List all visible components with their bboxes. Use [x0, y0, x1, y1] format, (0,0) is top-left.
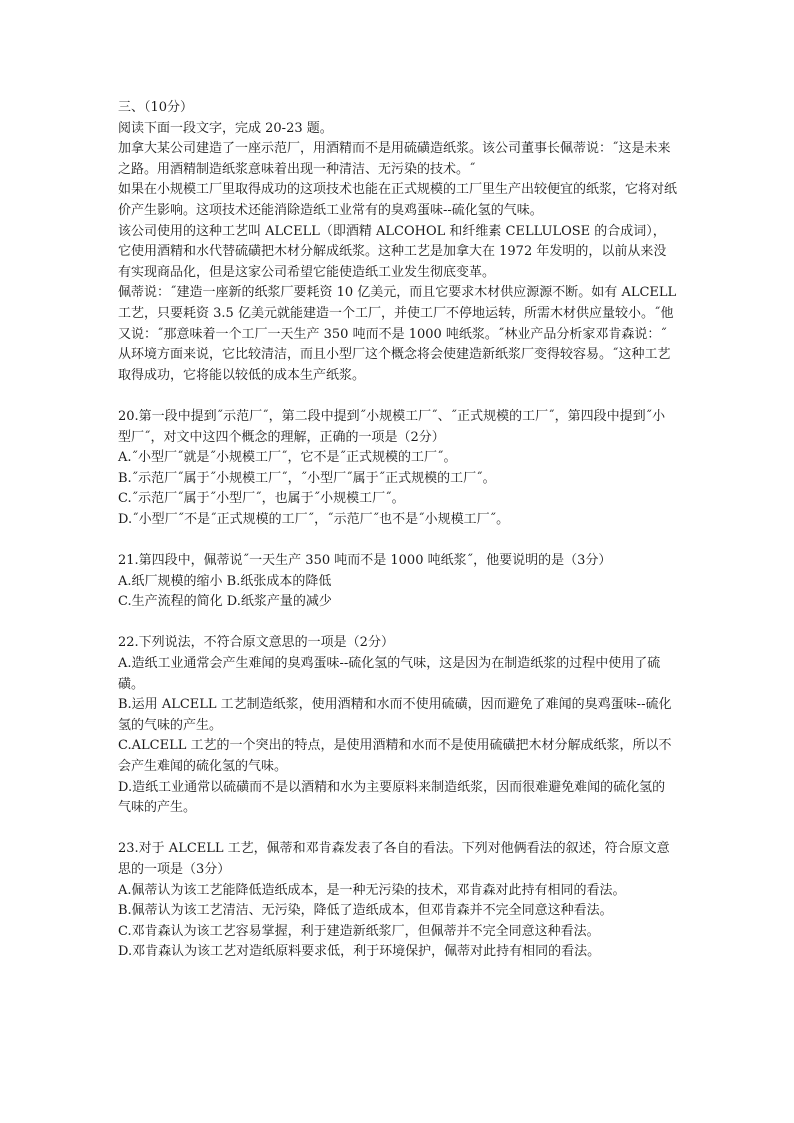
answer-option: C.邓肯森认为该工艺容易掌握，利于建造新纸浆厂，但佩蒂并不完全同意这种看法。 [118, 923, 600, 939]
passage-paragraph: 佩蒂说：˝建造一座新的纸浆厂要耗资 10 亿美元，而且它要求木材供应源源不断。如有 ALCELL 工艺，只要耗资 3.5 亿美元就能建造一个工厂，并使工厂不停地运转，所需木材供应量较小。˝他又说：˝那意味着一个工厂一天生产 350 吨而不是 1000 吨纸浆。˝林业产品分析家邓肯森说：˝从环境方面来说，它比较清洁，而且小型厂这个概念将会使建造新纸浆厂变得较容易。˝这种工艺取得成功，它将能以较低的成本生产纸浆。 [118, 285, 681, 383]
passage-paragraph: 加拿大某公司建造了一座示范厂，用酒精而不是用硫磺造纸浆。该公司董事长佩蒂说：˝这是未来之路。用酒精制造纸浆意味着出现一种清洁、无污染的技术。˝ [118, 141, 671, 177]
question-21 [118, 551, 678, 613]
answer-option: B.佩蒂认为该工艺清洁、无污染，降低了造纸成本，但邓肯森并不完全同意这种看法。 [118, 903, 613, 919]
question-stem: 20.第一段中提到˝示范厂˝，第二段中提到˝小规模工厂˝、˝正式规模的工厂˝，第四段中提到˝小型厂˝，对文中这四个概念的理解，正确的一项是（2分） [118, 408, 666, 445]
answer-option: C.生产流程的简化 D.纸浆产量的减少 [118, 594, 332, 610]
answer-option: C.˝示范厂˝属于˝小型厂˝，也属于˝小规模工厂˝。 [118, 491, 405, 507]
exam-page [118, 98, 681, 963]
answer-option: B.运用 ALCELL 工艺制造纸浆，使用酒精和水而不使用硫磺，因而避免了难闻的臭鸡蛋味--硫化氢的气味的产生。 [118, 697, 672, 733]
answer-option: A.佩蒂认为该工艺能降低造纸成本，是一种无污染的技术，邓肯森对此持有相同的看法。 [118, 882, 626, 898]
question-stem: 21.第四段中，佩蒂说˝一天生产 350 吨而不是 1000 吨纸浆˝，他要说明的是（3分） [118, 553, 612, 569]
passage-paragraph: 该公司使用的这种工艺叫 ALCELL（即酒精 ALCOHOL 和纤维素 CELLULOSE 的合成词），它使用酒精和水代替硫磺把木材分解成纸浆。这种工艺是加拿大在 1972 年发明的，以前从来没有实现商品化，但是这家公司希望它能使造纸工业发生彻底变革。 [118, 223, 667, 280]
passage-paragraph: 如果在小规模工厂里取得成功的这项技术也能在正式规模的工厂里生产出较便宜的纸浆，它将对纸价产生影响。这项技术还能消除造纸工业常有的臭鸡蛋味--硫化氢的气味。 [118, 182, 678, 218]
question-20 [118, 407, 678, 531]
passage [118, 139, 681, 386]
answer-option: C.ALCELL 工艺的一个突出的特点，是使用酒精和水而不是使用硫磺把木材分解成纸浆，所以不会产生难闻的硫化氢的气味。 [118, 738, 672, 774]
answer-option: B.˝示范厂˝属于˝小规模工厂˝，˝小型厂˝属于˝正式规模的工厂˝。 [118, 470, 496, 486]
answer-option: D.造纸工业通常以硫磺而不是以酒精和水为主要原料来制造纸浆，因而很难避免难闻的硫化氢的气味的产生。 [118, 779, 666, 816]
question-22 [118, 633, 678, 818]
reading-instruction: 阅读下面一段文字，完成 20-23 题。 [118, 120, 333, 136]
question-stem: 22.下列说法，不符合原文意思的一项是（2分） [118, 635, 394, 651]
answer-option: D.˝小型厂˝不是˝正式规模的工厂˝，˝示范厂˝也不是˝小规模工厂˝。 [118, 511, 510, 527]
question-stem: 23.对于 ALCELL 工艺，佩蒂和邓肯森发表了各自的看法。下列对他俩看法的叙述，符合原文意思的一项是（3分） [118, 841, 670, 877]
answer-option: A.˝小型厂˝就是˝小规模工厂˝，它不是˝正式规模的工厂˝。 [118, 450, 457, 466]
answer-option: A.纸厂规模的缩小 B.纸张成本的降低 [118, 573, 332, 589]
section-header: 三、（10分） [118, 100, 194, 115]
answer-option: D.邓肯森认为该工艺对造纸原料要求低，利于环境保护，佩蒂对此持有相同的看法。 [118, 944, 601, 960]
answer-option: A.造纸工业通常会产生难闻的臭鸡蛋味--硫化氢的气味，这是因为在制造纸浆的过程中使用了硫磺。 [118, 656, 661, 692]
question-23 [118, 839, 678, 963]
